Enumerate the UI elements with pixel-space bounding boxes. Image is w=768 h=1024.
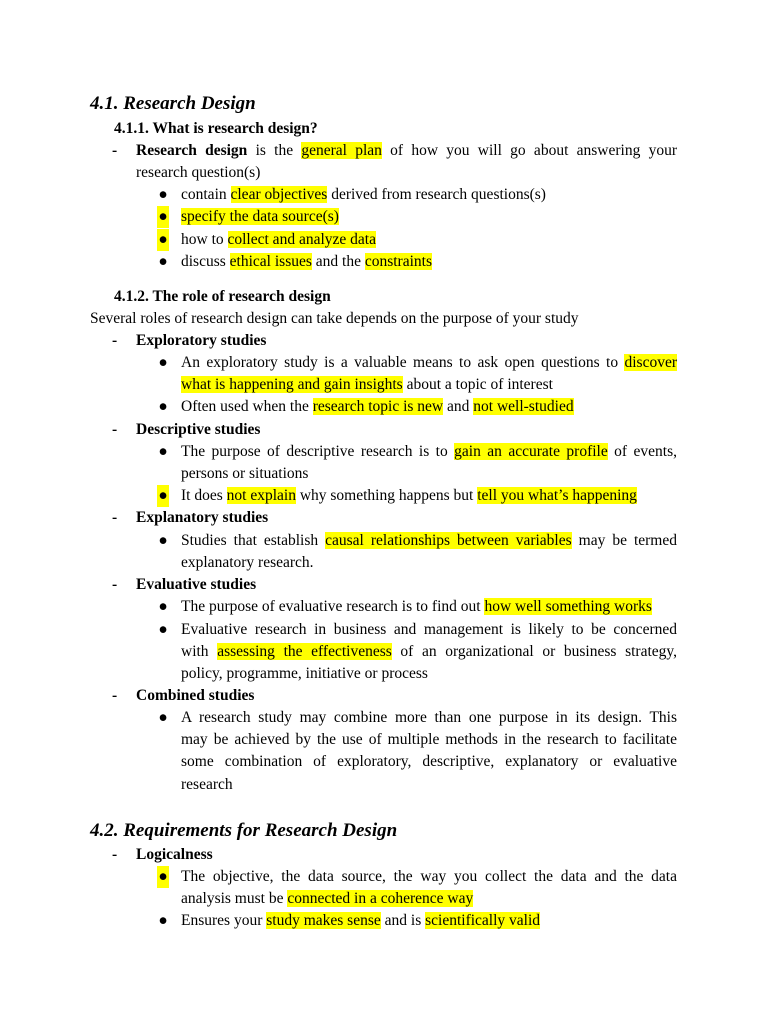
list-item: Ensures your study makes sense and is scientifically valid bbox=[181, 912, 541, 929]
list-item-cont: explanatory research. bbox=[181, 554, 314, 571]
highlight: discover bbox=[624, 354, 677, 371]
list-item: discuss ethical issues and the constraints bbox=[181, 253, 432, 270]
bullet-marker: ● bbox=[158, 621, 168, 638]
list-item-cont: with assessing the effectiveness of an organizational or business strategy, bbox=[181, 643, 678, 660]
highlight: causal relationships between variables bbox=[325, 532, 572, 549]
subsection-heading-4-1-2: 4.1.2. The role of research design bbox=[114, 288, 331, 305]
highlight: not explain bbox=[226, 487, 296, 504]
research-design-definition: Research design is the general plan of how you will go about answering your bbox=[136, 142, 677, 159]
list-item-cont: policy, programme, initiative or process bbox=[181, 665, 428, 682]
bullet-marker: ● bbox=[157, 229, 169, 251]
list-item: Evaluative research in business and management is likely to be concerned bbox=[181, 621, 677, 638]
bullet-marker: ● bbox=[158, 598, 168, 615]
dash-marker: - bbox=[112, 509, 118, 526]
bullet-marker: ● bbox=[158, 186, 168, 203]
list-item: Often used when the research topic is new and not well-studied bbox=[181, 398, 574, 415]
research-design-definition-cont: research question(s) bbox=[136, 164, 261, 181]
bullet-marker: ● bbox=[158, 912, 168, 929]
subsection-heading-4-1-1: 4.1.1. What is research design? bbox=[114, 120, 318, 137]
list-item-cont: what is happening and gain insights about a topic of interest bbox=[181, 376, 553, 393]
bullet-marker: ● bbox=[158, 253, 168, 270]
bullet-marker: ● bbox=[158, 443, 168, 460]
highlight: what is happening and gain insights bbox=[181, 376, 403, 393]
highlight: constraints bbox=[364, 253, 432, 270]
highlight: how well something works bbox=[484, 598, 652, 615]
dash-marker: - bbox=[112, 846, 118, 863]
combined-studies-label: Combined studies bbox=[136, 687, 255, 704]
descriptive-studies-label: Descriptive studies bbox=[136, 421, 261, 438]
bullet-marker: ● bbox=[158, 532, 168, 549]
highlight: assessing the effectiveness bbox=[217, 643, 392, 660]
bullet-marker: ● bbox=[158, 709, 168, 726]
list-item: It does not explain why something happens but tell you what’s happening bbox=[181, 487, 637, 504]
bullet-marker: ● bbox=[158, 398, 168, 415]
list-item-cont: research bbox=[181, 776, 233, 793]
bullet-marker: ● bbox=[157, 485, 169, 507]
highlight: not well-studied bbox=[473, 398, 574, 415]
list-item: The objective, the data source, the way you collect the data and the data bbox=[181, 868, 677, 885]
highlight: general plan bbox=[301, 142, 382, 159]
list-item-cont: analysis must be connected in a coherence way bbox=[181, 890, 474, 907]
highlight: research topic is new bbox=[312, 398, 444, 415]
exploratory-studies-label: Exploratory studies bbox=[136, 332, 267, 349]
list-item-cont: some combination of exploratory, descriptive, explanatory or evaluative bbox=[181, 753, 677, 770]
list-item: how to collect and analyze data bbox=[181, 231, 376, 248]
list-item: An exploratory study is a valuable means to ask open questions to discover bbox=[181, 354, 677, 371]
dash-marker: - bbox=[112, 142, 118, 159]
bullet-marker: ● bbox=[158, 354, 168, 371]
highlight: study makes sense bbox=[266, 912, 381, 929]
highlight: gain an accurate profile bbox=[454, 443, 608, 460]
section-heading-4-2: 4.2. Requirements for Research Design bbox=[90, 820, 398, 841]
highlight: clear objectives bbox=[230, 186, 328, 203]
highlight: scientifically valid bbox=[425, 912, 541, 929]
evaluative-studies-label: Evaluative studies bbox=[136, 576, 257, 593]
logicalness-label: Logicalness bbox=[136, 846, 213, 863]
explanatory-studies-label: Explanatory studies bbox=[136, 509, 269, 526]
highlight: ethical issues bbox=[229, 253, 312, 270]
list-item: A research study may combine more than one purpose in its design. This bbox=[181, 709, 677, 726]
dash-marker: - bbox=[112, 576, 118, 593]
list-item-cont: persons or situations bbox=[181, 465, 309, 482]
dash-marker: - bbox=[112, 687, 118, 704]
list-item: The purpose of evaluative research is to find out how well something works bbox=[181, 598, 652, 615]
list-item: The purpose of descriptive research is to gain an accurate profile of events, bbox=[181, 443, 677, 460]
dash-marker: - bbox=[112, 332, 118, 349]
highlight: collect and analyze data bbox=[227, 231, 376, 248]
list-item-cont: may be achieved by the use of multiple methods in the research to facilitate bbox=[181, 731, 677, 748]
dash-marker: - bbox=[112, 421, 118, 438]
bullet-marker: ● bbox=[157, 206, 169, 228]
highlight: specify the data source(s) bbox=[181, 208, 339, 225]
intro-paragraph: Several roles of research design can take depends on the purpose of your study bbox=[90, 310, 579, 327]
section-heading-4-1: 4.1. Research Design bbox=[90, 93, 256, 114]
highlight: connected in a coherence way bbox=[287, 890, 474, 907]
bullet-marker: ● bbox=[157, 866, 169, 888]
list-item bbox=[181, 206, 339, 228]
list-item: Studies that establish causal relationships between variables may be termed bbox=[181, 532, 677, 549]
highlight: tell you what’s happening bbox=[477, 487, 637, 504]
list-item: contain clear objectives derived from research questions(s) bbox=[181, 186, 546, 203]
